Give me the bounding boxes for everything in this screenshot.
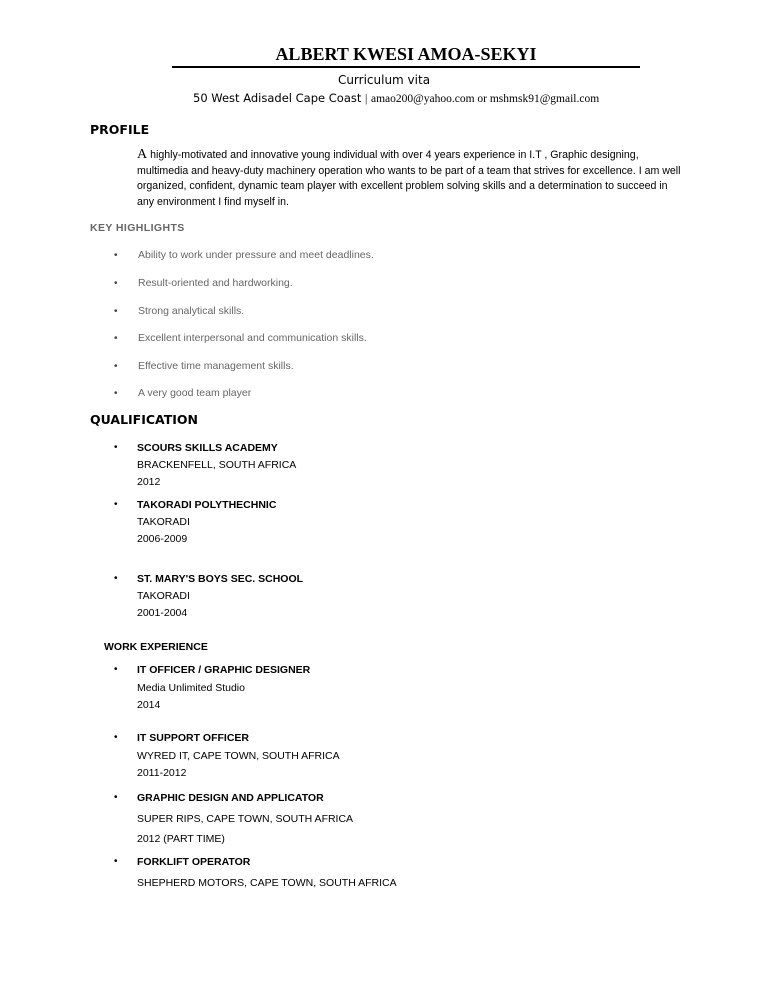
entry-company: SUPER RIPS, CAPE TOWN, SOUTH AFRICA	[137, 813, 354, 825]
bullet: •	[114, 442, 118, 453]
highlight-text: Excellent interpersonal and communication skills.	[138, 332, 367, 344]
bullet: •	[114, 361, 118, 372]
bullet: •	[114, 732, 118, 743]
entry-title: SCOURS SKILLS ACADEMY	[137, 442, 278, 454]
bullet: •	[114, 388, 118, 399]
list-item	[114, 305, 244, 317]
bullet: •	[114, 664, 118, 675]
list-item	[114, 387, 251, 399]
highlight-text: Ability to work under pressure and meet deadlines.	[138, 249, 374, 261]
entry-location: BRACKENFELL, SOUTH AFRICA	[137, 459, 297, 471]
list-item	[114, 249, 374, 261]
entry-company: Media Unlimited Studio	[137, 682, 245, 694]
profile-text	[137, 147, 682, 210]
profile-dropcap: A	[137, 147, 148, 162]
entry-date: 2012	[137, 476, 161, 488]
bullet: •	[114, 333, 118, 344]
list-item	[114, 277, 293, 289]
address: 50 West Adisadel Cape Coast	[193, 91, 362, 105]
key-highlights-heading: KEY HIGHLIGHTS	[90, 222, 185, 234]
candidate-name: ALBERT KWESI AMOA-SEKYI	[172, 43, 640, 68]
entry-title: FORKLIFT OPERATOR	[137, 856, 251, 868]
entry-date: 2006-2009	[137, 533, 188, 545]
contact-line	[193, 91, 599, 105]
qualification-heading: QUALIFICATION	[90, 412, 199, 427]
work-experience-heading: WORK EXPERIENCE	[104, 641, 208, 653]
entry-location: TAKORADI	[137, 590, 190, 602]
entry-title: GRAPHIC DESIGN AND APPLICATOR	[137, 792, 324, 804]
highlight-text: Strong analytical skills.	[138, 305, 245, 317]
list-item	[114, 360, 294, 372]
profile-body: highly-motivated and innovative young individual with over 4 years experience in I.T , Graphic designing, multimedia and heavy-duty machinery operation who wants to be part of a team that strives for excellence. I am well organized, confident, dynamic team player with excellent problem solving skills and a determination to succeed in any environment I find myself in.	[137, 149, 681, 208]
list-item	[114, 332, 367, 344]
bullet: •	[114, 856, 118, 867]
entry-company: SHEPHERD MOTORS, CAPE TOWN, SOUTH AFRICA	[137, 877, 397, 889]
entry-date: 2014	[137, 699, 161, 711]
entry-date: 2012 (PART TIME)	[137, 833, 225, 845]
entry-company: WYRED IT, CAPE TOWN, SOUTH AFRICA	[137, 750, 340, 762]
entry-title: IT OFFICER / GRAPHIC DESIGNER	[137, 664, 311, 676]
email-addresses: amao200@yahoo.com or mshmsk91@gmail.com	[371, 93, 600, 105]
entry-title: IT SUPPORT OFFICER	[137, 732, 250, 744]
bullet: •	[114, 306, 118, 317]
entry-title: TAKORADI POLYTHECHNIC	[137, 499, 277, 511]
entry-title: ST. MARY'S BOYS SEC. SCHOOL	[137, 573, 304, 585]
bullet: •	[114, 499, 118, 510]
entry-date: 2001-2004	[137, 607, 188, 619]
bullet: •	[114, 792, 118, 803]
profile-heading: PROFILE	[90, 122, 150, 137]
highlight-text: Effective time management skills.	[138, 360, 294, 372]
document-subtitle: Curriculum vita	[337, 73, 431, 87]
entry-location: TAKORADI	[137, 516, 190, 528]
bullet: •	[114, 278, 118, 289]
contact-separator: |	[365, 93, 368, 105]
entry-date: 2011-2012	[137, 767, 187, 779]
highlight-text: Result-oriented and hardworking.	[138, 277, 293, 289]
highlight-text: A very good team player	[138, 387, 252, 399]
bullet: •	[114, 573, 118, 584]
bullet: •	[114, 250, 118, 261]
